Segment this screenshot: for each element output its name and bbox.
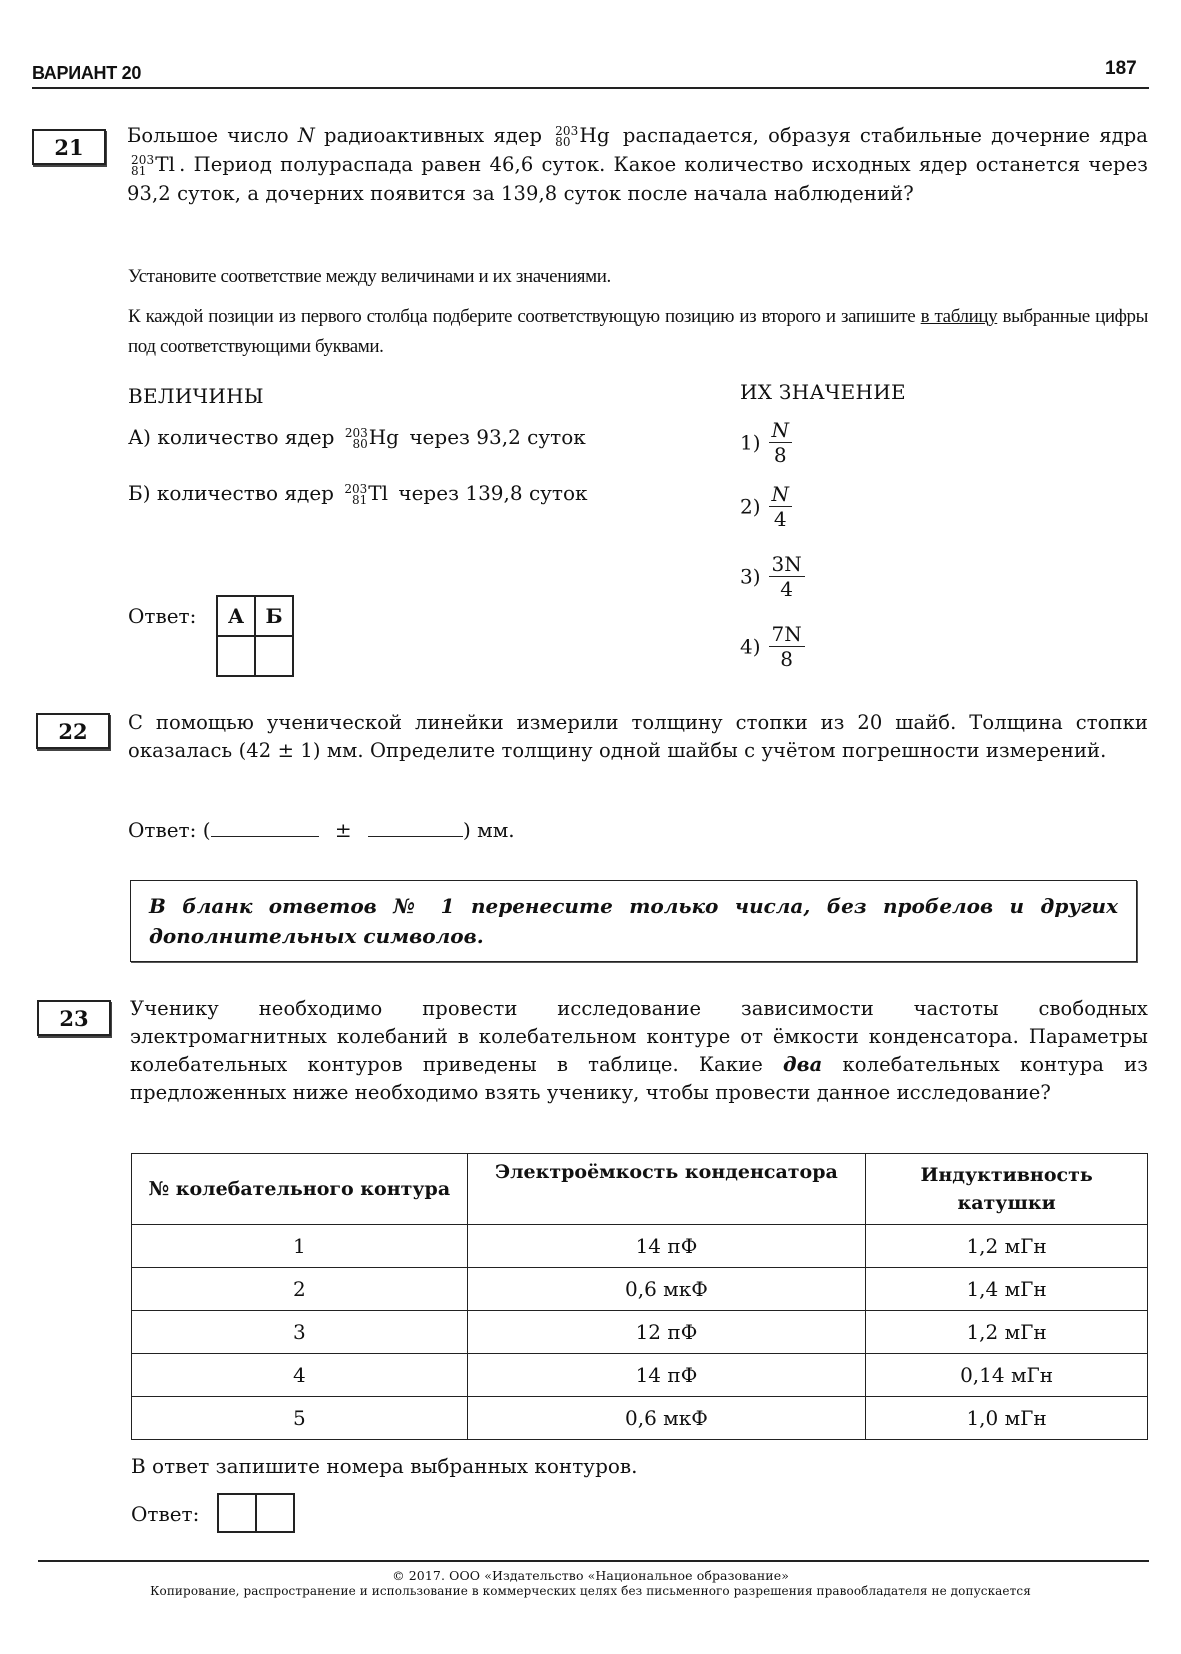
task23-question: Ученику необходимо провести исследование зависимости частоты свободных электромагнитных колебаний в колебательном контуре от ёмкости конденсатора. Параметры колебательных контуров приведены в таблице. Какие два колебательных контура из предложенных ниже необходимо взять ученику, чтобы провести данное исследование?: [130, 997, 1148, 1104]
quantities-header: ВЕЛИЧИНЫ: [128, 384, 264, 408]
answer-row-22: Ответ: ( ± ) мм.: [128, 818, 515, 842]
fraction: $\frac{N}{4}$: [769, 482, 793, 531]
value-option-2: 2) $\frac{N}{4}$: [740, 482, 792, 531]
column-header-circuit-number: № колебательного контура: [132, 1154, 468, 1225]
answer-cell-1[interactable]: [218, 1494, 256, 1532]
table-header-row: [132, 1154, 1148, 1225]
value-option-3: 3) $\frac{3N}{4}$: [740, 552, 805, 601]
emphasis-two: два: [783, 1053, 823, 1076]
fraction: $\frac{7N}{8}$: [769, 622, 805, 671]
fraction: $\frac{N}{8}$: [769, 418, 793, 467]
circuits-table: [131, 1153, 1148, 1440]
nuclide-tl-203: 203 81 Tl: [131, 152, 176, 178]
answer-label-21: Ответ:: [128, 604, 197, 628]
nuclide-hg-203: 203 80 Hg: [344, 425, 399, 451]
footer-divider: [38, 1560, 1149, 1562]
quantity-b: Б) количество ядер 203 81 Tl через 139,8 суток: [128, 481, 588, 507]
table-row: 3 12 пФ 1,2 мГн: [132, 1311, 1148, 1354]
answer-value-blank[interactable]: [211, 816, 319, 837]
task-number-21: 21: [32, 129, 106, 165]
answer-label-23: Ответ:: [131, 1502, 200, 1526]
answer-grid-23: [217, 1493, 295, 1533]
fraction: $\frac{3N}{4}$: [769, 552, 805, 601]
copyright: © 2017. ООО «Издательство «Национальное образование»: [392, 1568, 789, 1583]
answer-header-a: А: [217, 596, 255, 636]
answer-cell-2[interactable]: [256, 1494, 294, 1532]
answer-grid-21: [216, 595, 294, 677]
task21-question: Большое число N радиоактивных ядер 203 80 Hg распадается, образуя стабильные дочерние ядра 203 81 Tl . Период полураспада равен 46,6 суток. Какое количество исходных ядер останется через 93,2 суток, а дочерних появится за 139,8 суток после начала наблюдений?: [127, 123, 1149, 205]
task21-instruction-2: К каждой позиции из первого столбца подберите соответствующую позицию из второго и запишите в таблицу выбранные цифры под соответствующими буквами.: [128, 306, 1149, 357]
answer-cell-b[interactable]: [255, 636, 293, 676]
answer-error-blank[interactable]: [368, 816, 463, 837]
table-reference: в таблицу: [920, 306, 998, 327]
task23-instruction: В ответ запишите номера выбранных контуров.: [131, 1454, 638, 1478]
answer-label-22: Ответ:: [128, 818, 197, 842]
task-number-22: 22: [36, 713, 110, 749]
variant-title: ВАРИАНТ 20: [32, 63, 142, 83]
quantity-a: А) количество ядер 203 80 Hg через 93,2 суток: [128, 425, 586, 451]
column-header-inductance: Индуктивность катушки: [866, 1154, 1148, 1225]
table-row: 2 0,6 мкФ 1,4 мГн: [132, 1268, 1148, 1311]
task21-instruction-1: Установите соответствие между величинами и их значениями.: [128, 266, 611, 287]
answer-cell-a[interactable]: [217, 636, 255, 676]
nuclide-hg-203: 203 80 Hg: [555, 123, 610, 149]
values-header: ИХ ЗНАЧЕНИЕ: [740, 380, 906, 404]
value-option-1: 1) $\frac{N}{8}$: [740, 418, 792, 467]
table-row: 1 14 пФ 1,2 мГн: [132, 1225, 1148, 1268]
nuclide-tl-203: 203 81 Tl: [344, 481, 389, 507]
page-number: 187: [1105, 58, 1137, 79]
answer-form-notice: В бланк ответов № 1 перенесите только числа, без пробелов и других дополнительных символов.: [130, 880, 1137, 962]
answer-header-b: Б: [255, 596, 293, 636]
copy-notice: Копирование, распространение и использование в коммерческих целях без письменного разрешения правообладателя не допускается: [150, 1584, 1031, 1598]
value-option-4: 4) $\frac{7N}{8}$: [740, 622, 805, 671]
variable-N: N: [297, 124, 315, 147]
column-header-capacitance: Электроёмкость конденсатора: [467, 1154, 866, 1225]
table-row: 4 14 пФ 0,14 мГн: [132, 1354, 1148, 1397]
task-number-23: 23: [37, 1000, 111, 1036]
header-divider: [32, 87, 1149, 89]
table-row: 5 0,6 мкФ 1,0 мГн: [132, 1397, 1148, 1440]
task22-question: С помощью ученической линейки измерили толщину стопки из 20 шайб. Толщина стопки оказалась (42 ± 1) мм. Определите толщину одной шайбы с учётом погрешности измерений.: [128, 711, 1148, 762]
